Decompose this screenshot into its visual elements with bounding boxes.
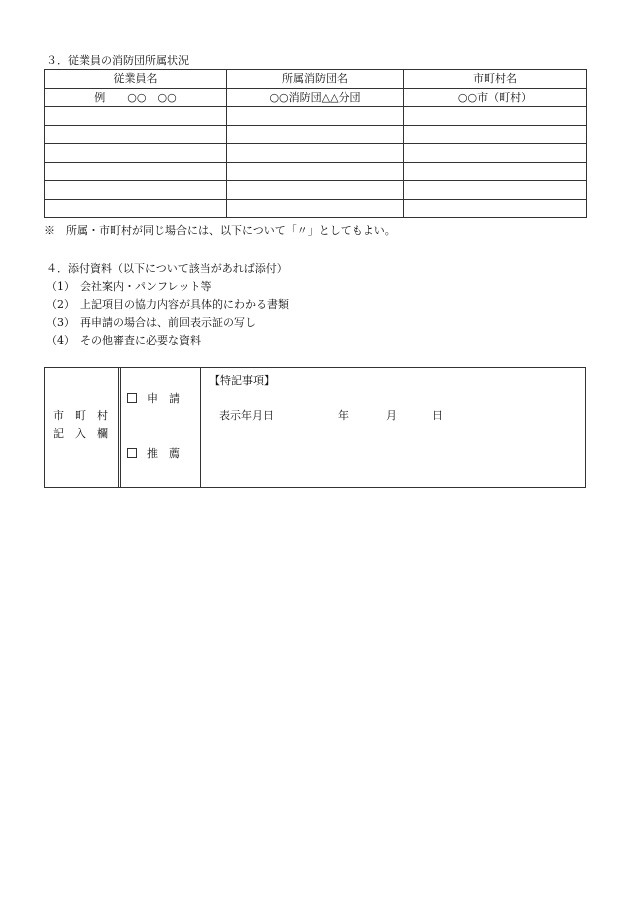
table-row bbox=[45, 162, 587, 181]
special-notes-heading: 【特記事項】 bbox=[209, 374, 275, 387]
recommend-option[interactable] bbox=[127, 445, 180, 461]
fire-brigade-cell[interactable] bbox=[227, 181, 404, 200]
municipal-label-line2: 記 入 欄 bbox=[53, 427, 108, 440]
divider bbox=[118, 368, 119, 487]
municipality-cell[interactable] bbox=[404, 107, 587, 126]
employee-table bbox=[44, 69, 587, 218]
employee-name-cell[interactable] bbox=[45, 144, 227, 163]
same-affiliation-note: ※ 所属・市町村が同じ場合には、以下について「〃」としてもよい。 bbox=[44, 224, 396, 237]
table-row-example bbox=[45, 88, 587, 107]
employee-name-cell[interactable] bbox=[45, 125, 227, 144]
employee-name-cell[interactable] bbox=[45, 181, 227, 200]
attachment-text: その他審査に必要な資料 bbox=[80, 334, 201, 347]
display-date-label: 表示年月日 bbox=[219, 409, 274, 422]
employee-name-cell[interactable] bbox=[45, 199, 227, 218]
column-header-fire-brigade: 所属消防団名 bbox=[227, 70, 404, 89]
table-row bbox=[45, 199, 587, 218]
section3-heading: ３．従業員の消防団所属状況 bbox=[46, 54, 189, 67]
year-label: 年 bbox=[338, 409, 349, 422]
attachment-number: （2） bbox=[46, 298, 75, 311]
attachment-item bbox=[46, 332, 201, 348]
municipality-cell[interactable] bbox=[404, 181, 587, 200]
table-row bbox=[45, 107, 587, 126]
municipality-cell[interactable] bbox=[404, 144, 587, 163]
divider bbox=[120, 368, 121, 487]
attachment-number: （4） bbox=[46, 334, 75, 347]
attachment-number: （1） bbox=[46, 280, 75, 293]
apply-label: 申 請 bbox=[147, 392, 180, 405]
column-header-municipality: 市町村名 bbox=[404, 70, 587, 89]
municipality-cell[interactable] bbox=[404, 125, 587, 144]
checkbox-icon[interactable] bbox=[127, 393, 137, 403]
table-row bbox=[45, 144, 587, 163]
table-row bbox=[45, 125, 587, 144]
recommend-label: 推 薦 bbox=[147, 447, 180, 460]
fire-brigade-cell[interactable] bbox=[227, 125, 404, 144]
example-fire-brigade: ○○消防団△△分団 bbox=[227, 88, 404, 107]
apply-option[interactable] bbox=[127, 390, 180, 406]
checkbox-icon[interactable] bbox=[127, 448, 137, 458]
example-employee-name: 例 ○○ ○○ bbox=[45, 88, 227, 107]
municipal-label-line1: 市 町 村 bbox=[53, 409, 108, 422]
day-label: 日 bbox=[432, 409, 443, 422]
attachment-number: （3） bbox=[46, 316, 75, 329]
attachment-item bbox=[46, 296, 289, 312]
employee-name-cell[interactable] bbox=[45, 162, 227, 181]
fire-brigade-cell[interactable] bbox=[227, 107, 404, 126]
attachment-text: 上記項目の協力内容が具体的にわかる書類 bbox=[80, 298, 289, 311]
section4-heading: ４．添付資料（以下について該当があれば添付） bbox=[46, 262, 288, 275]
fire-brigade-cell[interactable] bbox=[227, 162, 404, 181]
attachment-item bbox=[46, 314, 256, 330]
fire-brigade-cell[interactable] bbox=[227, 144, 404, 163]
divider bbox=[200, 368, 201, 487]
month-label: 月 bbox=[386, 409, 397, 422]
fire-brigade-cell[interactable] bbox=[227, 199, 404, 218]
example-municipality: ○○市（町村） bbox=[404, 88, 587, 107]
attachment-text: 会社案内・パンフレット等 bbox=[80, 280, 212, 293]
municipal-entry-box bbox=[44, 367, 586, 488]
table-header-row bbox=[45, 70, 587, 89]
employee-name-cell[interactable] bbox=[45, 107, 227, 126]
municipality-cell[interactable] bbox=[404, 162, 587, 181]
column-header-employee-name: 従業員名 bbox=[45, 70, 227, 89]
table-row bbox=[45, 181, 587, 200]
attachment-item bbox=[46, 278, 211, 294]
municipality-cell[interactable] bbox=[404, 199, 587, 218]
attachment-text: 再申請の場合は、前回表示証の写し bbox=[80, 316, 256, 329]
